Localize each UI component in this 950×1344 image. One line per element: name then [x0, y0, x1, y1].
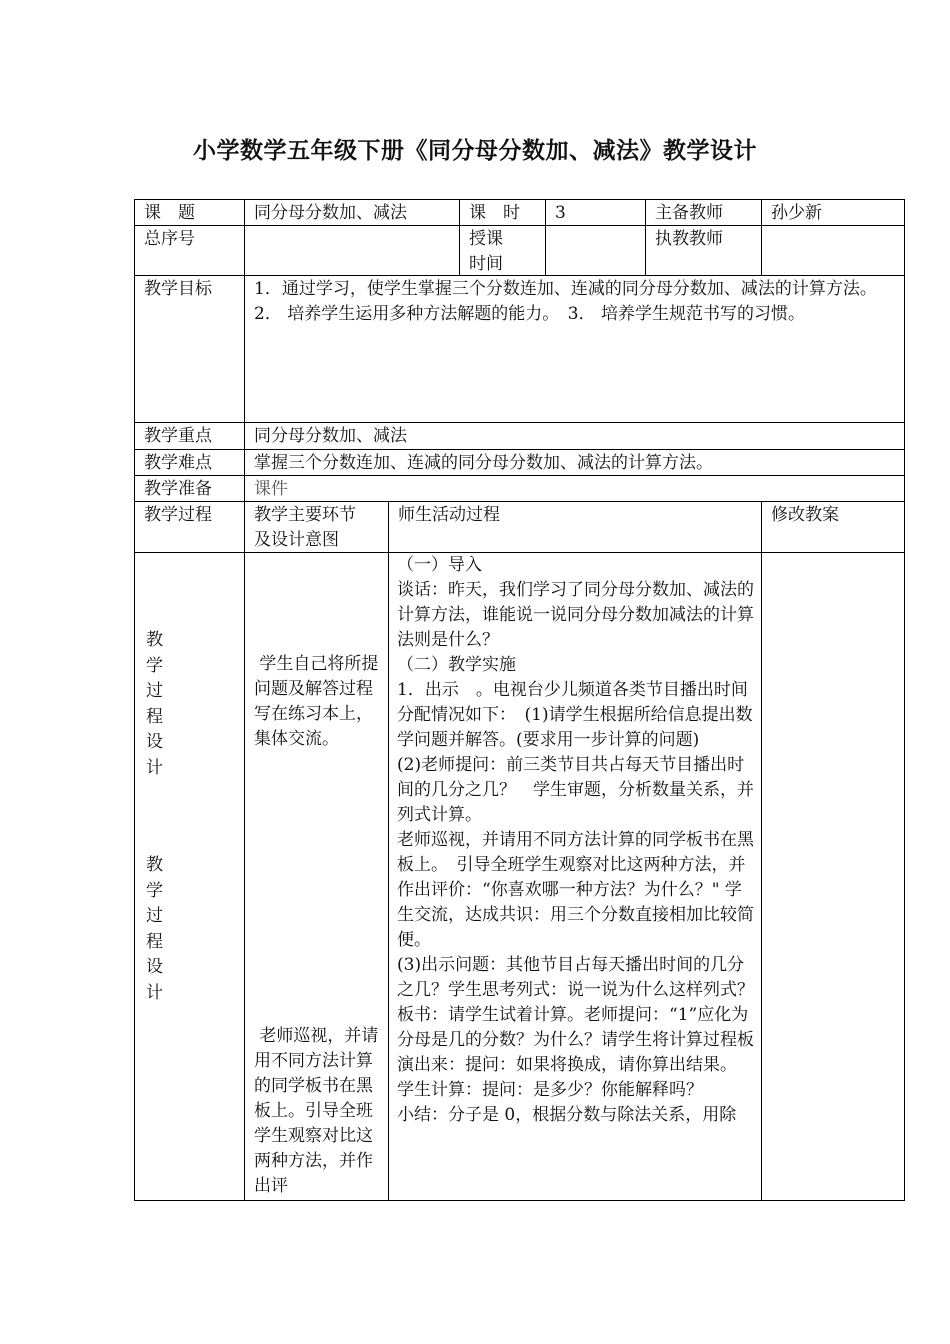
goals-text: 1．通过学习，使学生掌握三个分数连加、连减的同分母分数加、减法的计算方法。 2． 培养学生运用多种方法解题的能力。 3． 培养学生规范书写的习惯。: [254, 279, 877, 324]
difficulty-label: 教学难点: [144, 453, 212, 473]
vertical-label-design-2: 教 学 过 程 设 计: [146, 855, 163, 1003]
period-label: 课 时: [469, 203, 520, 223]
design-intent-1: 学生自己将所提问题及解答过程写在练习本上，集体交流。: [254, 654, 379, 749]
key-point-label: 教学重点: [144, 426, 212, 446]
process-label: 教学过程: [144, 505, 212, 525]
subject-value: 同分母分数加、减法: [254, 203, 407, 223]
lead-teacher-label: 主备教师: [655, 203, 723, 223]
main-steps-header: 教学主要环节 及设计意图: [254, 505, 356, 550]
design-intent-2: 老师巡视，并请用不同方法计算的同学板书在黑板上。引导全班学生观察对比这两种方法，并作出评: [254, 1026, 379, 1196]
teacher-value: [762, 226, 904, 275]
time-label: 授课 时间: [469, 229, 503, 274]
activity-process-text: （一）导入 谈话：昨天，我们学习了同分母分数加、减法的计算方法，谁能说一说同分母分数加减法的计算法则是什么？ （二）教学实施 1．出示 。电视台少儿频道各类节目播出时间分配情况如下： (1)请学生根据所给信息提出数学问题并解答。(要求用一步计算的问题) (2)老师提问：前三类节目共占每天节目播出时间的几分之几？ 学生审题，分析数量关系，并列式计算。 老师巡视，并请用不同方法计算的同学板书在黑板上。 引导全班学生观察对比这两种方法，并作出评价：“你喜欢哪一种方法？为什么？" 学生交流，达成共识：用三个分数直接相加比较简便。 (3)出示问题：其他节目占每天播出时间的几分之几？学生思考列式：说一说为什么这样列式？ 板书：请学生试着计算。老师提问：“1”应化为分母是几的分数？为什么？请学生将计算过程板演出来：提问：如果将换成，请你算出结果。 学生计算：提问：是多少？你能解释吗？ 小结：分子是 0，根据分数与除法关系，用除: [397, 555, 754, 1125]
subject-label: 课 题: [144, 203, 195, 223]
preparation-text: 课件: [254, 479, 288, 499]
revise-header: 修改教案: [771, 505, 839, 525]
revise-notes: [762, 553, 904, 1200]
teacher-label: 执教教师: [655, 229, 723, 249]
period-value: 3: [555, 203, 566, 223]
serial-value: [245, 226, 459, 275]
goals-label: 教学目标: [144, 279, 212, 299]
lead-teacher-value: 孙少新: [771, 203, 822, 223]
activity-header: 师生活动过程: [398, 505, 500, 525]
time-value: [546, 226, 645, 275]
difficulty-text: 掌握三个分数连加、连减的同分母分数加、减法的计算方法。: [254, 453, 713, 473]
serial-label: 总序号: [144, 229, 195, 249]
vertical-label-design-1: 教 学 过 程 设 计: [146, 630, 163, 778]
preparation-label: 教学准备: [144, 479, 212, 499]
page-title: 小学数学五年级下册《同分母分数加、减法》教学设计: [193, 138, 757, 164]
key-point-text: 同分母分数加、减法: [254, 426, 407, 446]
